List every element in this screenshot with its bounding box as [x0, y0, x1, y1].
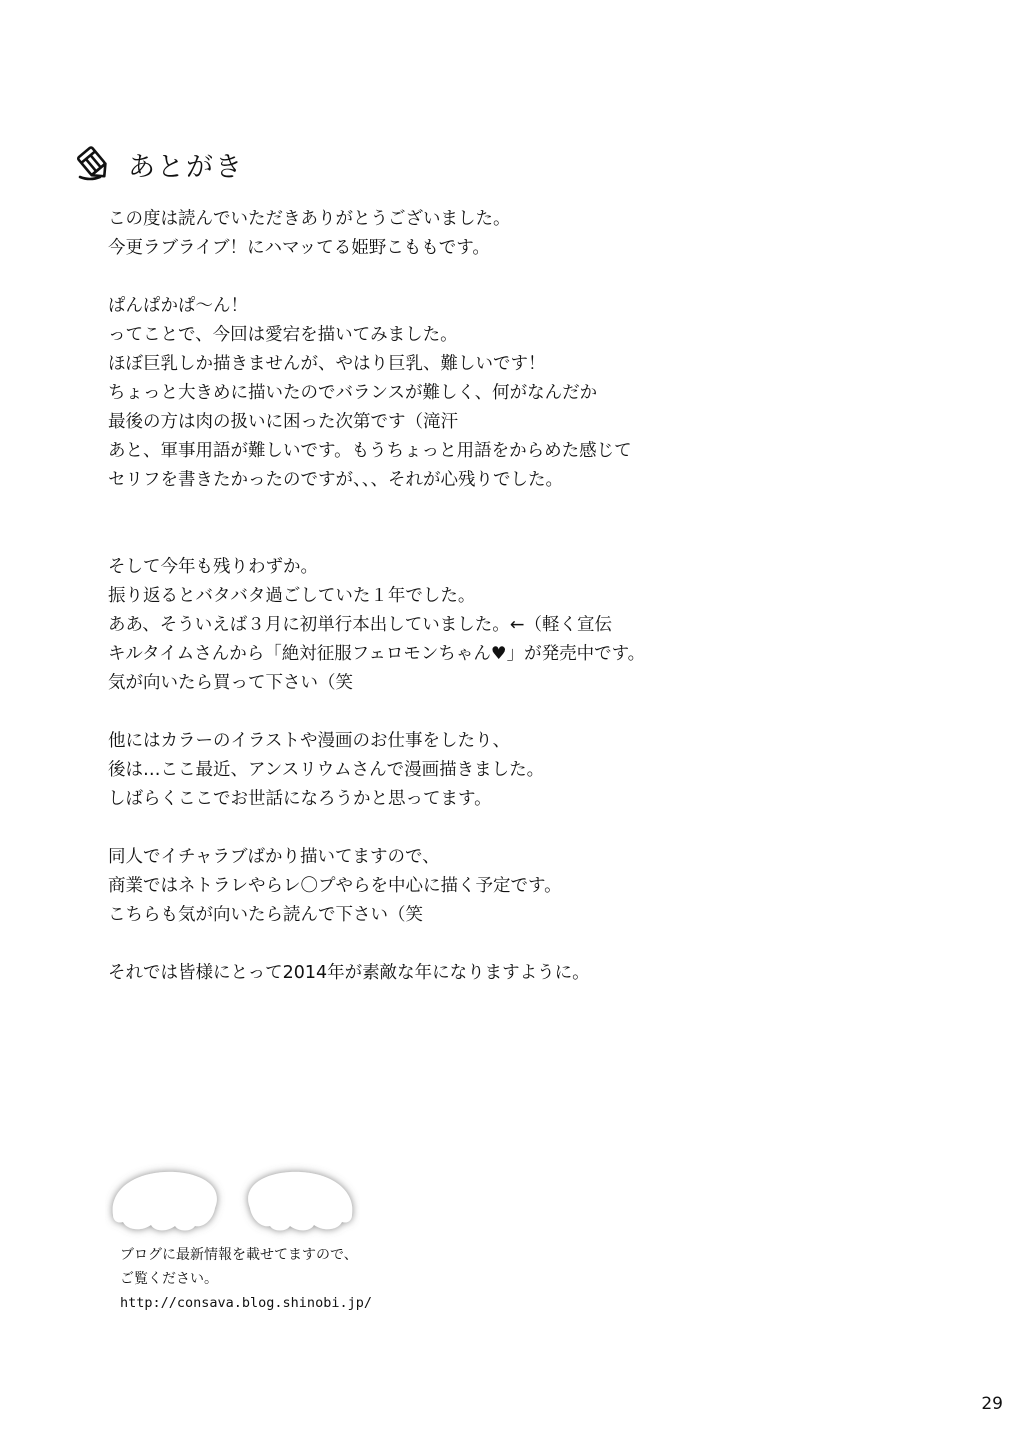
paragraph-closing — [108, 959, 988, 988]
text-line: 気が向いたら買って下さい（笑 — [108, 673, 353, 693]
text-line: ちょっと大きめに描いたのでバランスが難しく、何がなんだか — [108, 383, 598, 403]
text-line: この度は読んでいただきありがとうございました。 — [108, 209, 511, 229]
pencil-icon — [76, 146, 112, 182]
text-line: 今更ラブライブ！にハマッてる姫野こももです。 — [108, 238, 490, 258]
text-line: こちらも気が向いたら読んで下さい（笑 — [108, 905, 423, 925]
text-line: ブログに最新情報を載せてますので、 — [120, 1247, 358, 1263]
text-line: ああ、そういえば３月に初単行本出していました。←（軽く宣伝 — [108, 615, 612, 635]
text-line: セリフを書きたかったのですが、、、それが心残りでした。 — [108, 470, 563, 490]
text-line: 振り返るとバタバタ過ごしていた１年でした。 — [108, 586, 476, 606]
afterword-body — [108, 205, 988, 1017]
text-line: ご覧ください。 — [120, 1271, 218, 1287]
paragraph-other-work — [108, 727, 988, 814]
text-line: ほぼ巨乳しか描きませんが、やはり巨乳、難しいです！ — [108, 354, 546, 374]
text-line: あと、軍事用語が難しいです。もうちょっと用語をからめた感じて — [108, 441, 632, 461]
paragraph-work-notes — [108, 292, 988, 495]
afterword-heading — [76, 144, 244, 184]
text-line: しばらくここでお世話になろうかと思ってます。 — [108, 789, 492, 809]
angel-wings-icon — [105, 1160, 360, 1240]
text-line: ってことで、今回は愛宕を描いてみました。 — [108, 325, 458, 345]
blog-notice — [120, 1243, 372, 1315]
text-line: ぱんぱかぱ～ん！ — [108, 296, 248, 316]
text-line: 他にはカラーのイラストや漫画のお仕事をしたり、 — [108, 731, 510, 751]
paragraph-year-review — [108, 553, 988, 698]
paragraph-plans — [108, 843, 988, 930]
text-line: 商業ではネトラレやらレ〇プやらを中心に描く予定です。 — [108, 876, 562, 896]
text-line: 同人でイチャラブばかり描いてますので、 — [108, 847, 440, 867]
page-number: 29 — [981, 1394, 1003, 1414]
text-line: 後は…ここ最近、アンスリウムさんで漫画描きました。 — [108, 760, 545, 780]
blog-url: http://consava.blog.shinobi.jp/ — [120, 1295, 372, 1311]
text-line: そして今年も残りわずか。 — [108, 557, 318, 577]
text-line: キルタイムさんから「絶対征服フェロモンちゃん♥」が発売中です。 — [108, 644, 646, 664]
text-line: 最後の方は肉の扱いに困った次第です（滝汗 — [108, 412, 458, 432]
page-title: あとがき — [128, 151, 244, 183]
text-line: それでは皆様にとって2014年が素敵な年になりますように。 — [108, 963, 590, 983]
paragraph-greeting — [108, 205, 988, 263]
